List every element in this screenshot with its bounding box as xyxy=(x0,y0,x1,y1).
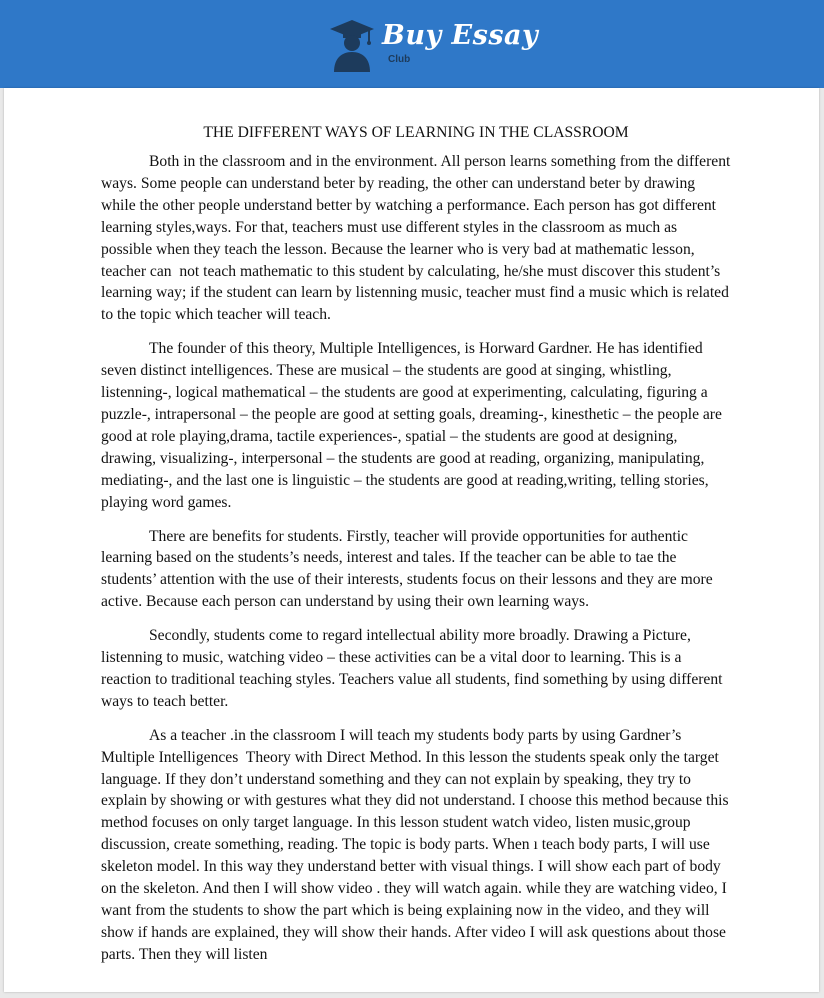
paragraph: Secondly, students come to regard intellectual ability more broadly. Drawing a Picture, listenning to music, watching video – these activities can be a vital door to learning. This is a reaction to traditional teaching styles. Teachers value all students, find something by using different ways to teach better. xyxy=(101,627,727,710)
brand-logo[interactable] xyxy=(328,18,539,74)
document-page xyxy=(4,88,819,992)
paragraph: The founder of this theory, Multiple Intelligences, is Horward Gardner. He has identified seven distinct intelligences. These are musical – the students are good at singing, whistling, listenning-, logical mathematical – the students are good at experimenting, calculating, figuring a puzzle-, intrapersonal – the people are good at setting goals, dreaming-, kinesthetic – the people are good at role playing,drama, tactile experiences-, spatial – the students are good at designing, drawing, visualizing-, interpersonal – the students are good at reading, organizing, manipulating, mediating-, and the last one is linguistic – the students are good at reading,writing, telling stories, playing word games. xyxy=(101,340,726,511)
site-header xyxy=(0,0,824,88)
brand-name: Buy Essay xyxy=(382,20,539,51)
paragraph: Both in the classroom and in the environment. All person learns something from the different ways. Some people can understand beter by reading, the other can understand beter by drawing while the other people understand better by watching a performance. Each person has got different learning styles,ways. For that, teachers must use different styles in the classroom as much as possible when they teach the lesson. Because the learner who is very bad at mathematic lesson, teacher can not teach mathematic to this student by calculating, he/she must discover this student’s learning way; if the student can learn by listenning music, teacher must find a music which is related to the topic which teacher will teach. xyxy=(101,153,735,324)
graduate-cap-icon xyxy=(328,18,376,72)
paragraph: There are benefits for students. Firstly, teacher will provide opportunities for authentic learning based on the students’s needs, interest and tales. If the teacher can be able to tae the students’ attention with the use of their interests, students focus on their lessons and they are more active. Because each person can understand by using their own learning ways. xyxy=(101,527,717,611)
paragraph: As a teacher .in the classroom I will teach my students body parts by using Gardner’s Multiple Intelligences Theory with Direct Method. In this lesson the students speak only the target language. If they don’t understand something and they can not explain by speaking, they try to explain by showing or with gestures what they did not understand. I choose this method because this method focuses on only target language. In this lesson student watch video, listen music,group discussion, create something, reading. The topic is body parts. When ı teach body parts, I will use skeleton model. In this way they understand better with visual things. I will show each part of body on the skeleton. And then I will show video . they will watch again. while they are watching video, I want from the students to show the part which is being explaining now in the video, and they will show if hands are explained, they will show their hands. After video I will ask questions about those parts. Then they will listen xyxy=(101,726,733,963)
document-title: THE DIFFERENT WAYS OF LEARNING IN THE CLASSROOM xyxy=(203,124,629,141)
document-body xyxy=(101,122,735,978)
brand-subtitle: Club xyxy=(388,54,411,65)
